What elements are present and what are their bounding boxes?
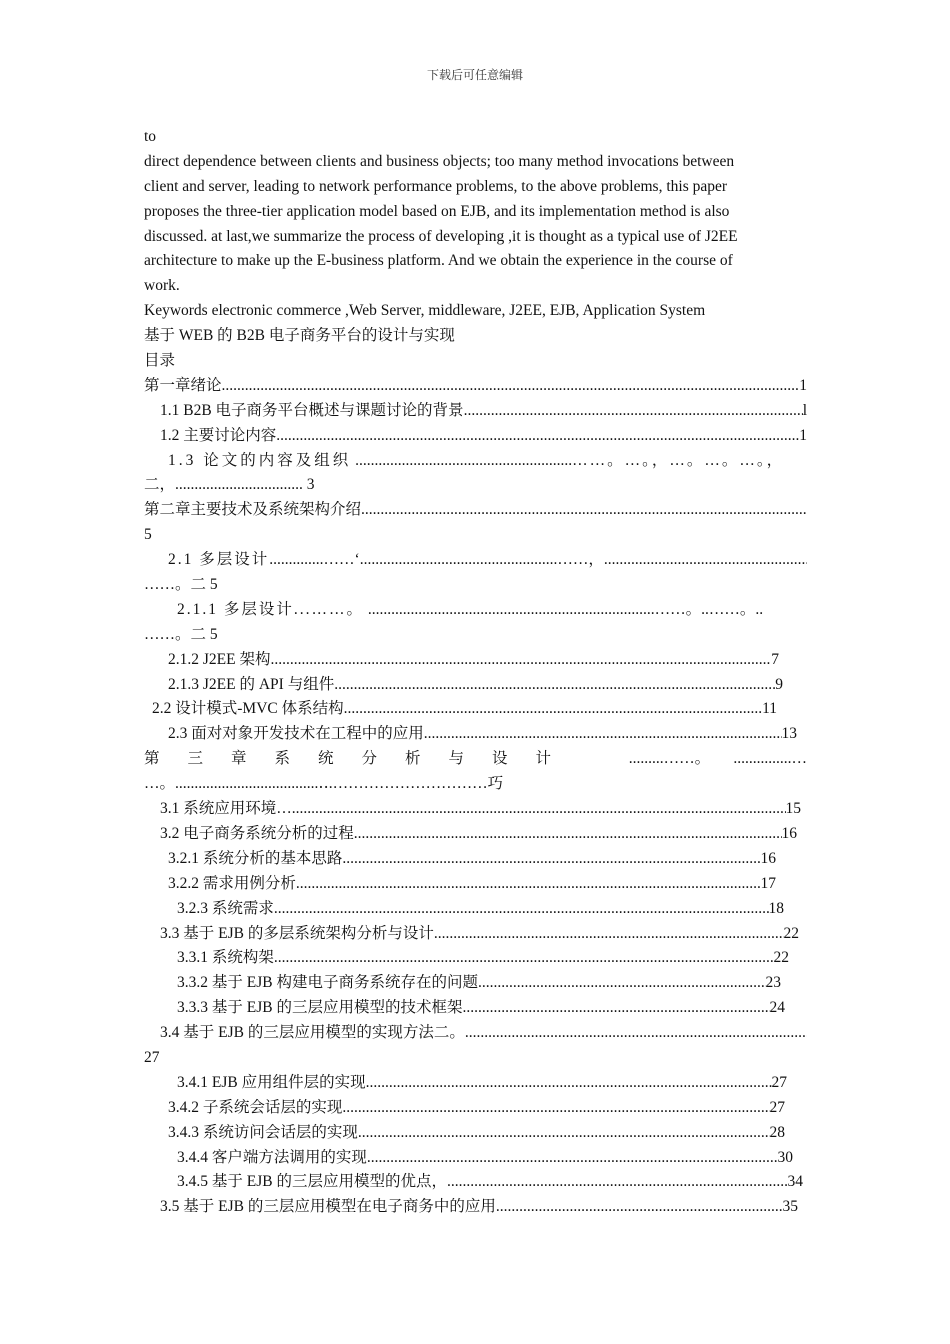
toc-entry[interactable] bbox=[144, 1170, 807, 1195]
toc-entry[interactable] bbox=[144, 872, 807, 897]
toc-entry[interactable] bbox=[144, 722, 807, 747]
toc-title: 2.1.2 J2EE 架构 bbox=[168, 650, 271, 668]
toc-page: 15 bbox=[785, 800, 801, 818]
toc-entry[interactable] bbox=[144, 1195, 807, 1220]
toc-title: 3.4.1 EJB 应用组件层的实现 bbox=[177, 1073, 366, 1091]
toc-page: 7 bbox=[771, 650, 779, 668]
document-title: 基于 WEB 的 B2B 电子商务平台的设计与实现 bbox=[144, 327, 455, 345]
toc-entry[interactable] bbox=[144, 697, 807, 722]
toc-page: 27 bbox=[771, 1073, 787, 1091]
toc-entry[interactable] bbox=[144, 996, 807, 1021]
toc-entry[interactable] bbox=[144, 1096, 807, 1121]
page-header: 下载后可任意编辑 bbox=[426, 68, 523, 82]
abstract-line: proposes the three-tier application model based on EJB, and its implementation method is also bbox=[144, 202, 730, 220]
toc-title: 1.2 主要讨论内容 bbox=[160, 426, 277, 444]
toc-title: 3.4.5 基于 EJB 的三层应用模型的优点， bbox=[177, 1173, 447, 1191]
toc-page: 27 bbox=[144, 1048, 160, 1066]
toc-entry[interactable] bbox=[144, 399, 807, 424]
toc-title: 3.2.1 系统分析的基本思路 bbox=[168, 849, 343, 867]
toc-entry[interactable]: 1.3 论文的内容及组织 ........................................................ ……。…。，…。…。…。， bbox=[144, 449, 807, 474]
abstract-line: client and server, leading to network performance problems, to the above problems, this paper bbox=[144, 177, 728, 195]
toc-page: 16 bbox=[760, 849, 776, 867]
toc-page: 23 bbox=[765, 974, 781, 992]
toc-title: 3.1 系统应用环境… bbox=[160, 800, 292, 818]
toc-title: 3.4.3 系统访问会话层的实现 bbox=[168, 1123, 358, 1141]
toc-title: 3.4.4 客户端方法调用的实现 bbox=[177, 1148, 367, 1166]
toc-entry-continued: ……。二 5 bbox=[144, 576, 218, 594]
abstract-line: discussed. at last,we summarize the process of developing ,it is thought as a typical use of J2EE bbox=[144, 227, 738, 245]
toc-entry[interactable] bbox=[144, 822, 807, 847]
toc-entry-continued: 二，................................. 3 bbox=[144, 476, 315, 494]
abstract-line: direct dependence between clients and business objects; too many method invocations between bbox=[144, 152, 735, 170]
toc-page: 1 bbox=[799, 376, 807, 394]
toc-title: 2.3 面对对象开发技术在工程中的应用 bbox=[168, 725, 424, 743]
document-body bbox=[144, 125, 807, 1220]
toc-entry[interactable] bbox=[144, 1121, 807, 1146]
toc-entry[interactable] bbox=[144, 424, 807, 449]
toc-page: 17 bbox=[760, 874, 776, 892]
toc-entry[interactable] bbox=[144, 946, 807, 971]
toc-page: 16 bbox=[781, 824, 797, 842]
toc-title: 3.3.2 基于 EJB 构建电子商务系统存在的问题 bbox=[177, 974, 478, 992]
toc-page: 18 bbox=[768, 899, 784, 917]
toc-page: 35 bbox=[782, 1198, 798, 1216]
toc-entry[interactable] bbox=[144, 673, 807, 698]
toc-title: 2.1.3 J2EE 的 API 与组件 bbox=[168, 675, 335, 693]
toc-title: 3.2 电子商务系统分析的过程 bbox=[160, 824, 354, 842]
toc-entry[interactable] bbox=[144, 922, 807, 947]
toc-entry[interactable] bbox=[144, 971, 807, 996]
toc-entry[interactable]: 2.1 多层设计 .............. ……‘ ................................................... ……， ..... bbox=[144, 548, 807, 573]
toc-title: 3.3.3 基于 EJB 的三层应用模型的技术框架 bbox=[177, 999, 463, 1017]
toc-entry[interactable] bbox=[144, 897, 807, 922]
toc-entry-continued: …。.....................................‥.…………………………巧 bbox=[144, 775, 504, 793]
toc-title: 3.4 基于 EJB 的三层应用模型的实现方法二。 bbox=[160, 1024, 465, 1042]
toc-title: 3.2.3 系统需求 bbox=[177, 899, 274, 917]
toc-page: 22 bbox=[783, 924, 799, 942]
toc-entry[interactable] bbox=[144, 1071, 807, 1096]
toc-page: 34 bbox=[787, 1173, 803, 1191]
toc-entry[interactable] bbox=[144, 847, 807, 872]
toc-extra: ……。…。，…。…。…。， bbox=[572, 451, 785, 469]
toc-title: 3.4.2 子系统会话层的实现 bbox=[168, 1098, 343, 1116]
toc-title: 3.5 基于 EJB 的三层应用模型在电子商务中的应用 bbox=[160, 1198, 496, 1216]
toc-entry-continued: ……。二 5 bbox=[144, 625, 218, 643]
toc-entry[interactable] bbox=[144, 797, 807, 822]
toc-page: 5 bbox=[144, 526, 152, 544]
toc-title: 2.1.1 多层设计...……。 bbox=[177, 600, 365, 618]
toc-title: 第二章主要技术及系统架构介绍 bbox=[144, 501, 362, 519]
toc-page: 11 bbox=[762, 700, 777, 718]
toc-title: 1.1 B2B 电子商务平台概述与课题讨论的背景 bbox=[160, 401, 464, 419]
keywords: Keywords electronic commerce ,Web Server, middleware, J2EE, EJB, Application System bbox=[144, 302, 706, 320]
abstract-line: to bbox=[144, 128, 157, 145]
toc-title: 第一章绪论 bbox=[144, 376, 222, 394]
toc-title: 3.3.1 系统构架 bbox=[177, 949, 274, 967]
toc-entry[interactable]: 2.1.1 多层设计...……。 .......................................................................... ……。..……。.. bbox=[144, 598, 807, 623]
toc-page: 9 bbox=[775, 675, 783, 693]
toc-title: 2.1 多层设计 bbox=[168, 551, 270, 569]
toc-heading: 目录 bbox=[144, 352, 176, 370]
toc-entry[interactable] bbox=[144, 374, 807, 399]
abstract-line: architecture to make up the E-business platform. And we obtain the experience in the course of bbox=[144, 252, 733, 270]
toc-page: l bbox=[802, 401, 807, 419]
toc-page: 1 bbox=[799, 426, 807, 444]
toc-entry[interactable] bbox=[144, 1146, 807, 1171]
toc-page: 30 bbox=[777, 1148, 793, 1166]
toc-title: 3.3 基于 EJB 的多层系统架构分析与设计 bbox=[160, 924, 434, 942]
toc-page: 13 bbox=[781, 725, 797, 743]
toc-entry[interactable] bbox=[144, 1021, 807, 1046]
toc-entry[interactable]: 第三章系统分析与设计 .........……。 ...............… bbox=[144, 747, 807, 772]
toc-entry[interactable] bbox=[144, 498, 807, 523]
toc-page: 27 bbox=[769, 1098, 785, 1116]
toc-title: 1.3 论文的内容及组织 bbox=[168, 451, 352, 469]
abstract-line: work. bbox=[144, 277, 180, 295]
toc-title: 第三章系统分析与设计 bbox=[144, 750, 580, 768]
toc-page: 28 bbox=[769, 1123, 785, 1141]
toc-title: 2.2 设计模式-MVC 体系结构 bbox=[152, 700, 344, 718]
toc-title: 3.2.2 需求用例分析 bbox=[168, 874, 296, 892]
toc-page: 22 bbox=[773, 949, 789, 967]
toc-entry[interactable] bbox=[144, 648, 807, 673]
toc-page: 24 bbox=[769, 999, 785, 1017]
